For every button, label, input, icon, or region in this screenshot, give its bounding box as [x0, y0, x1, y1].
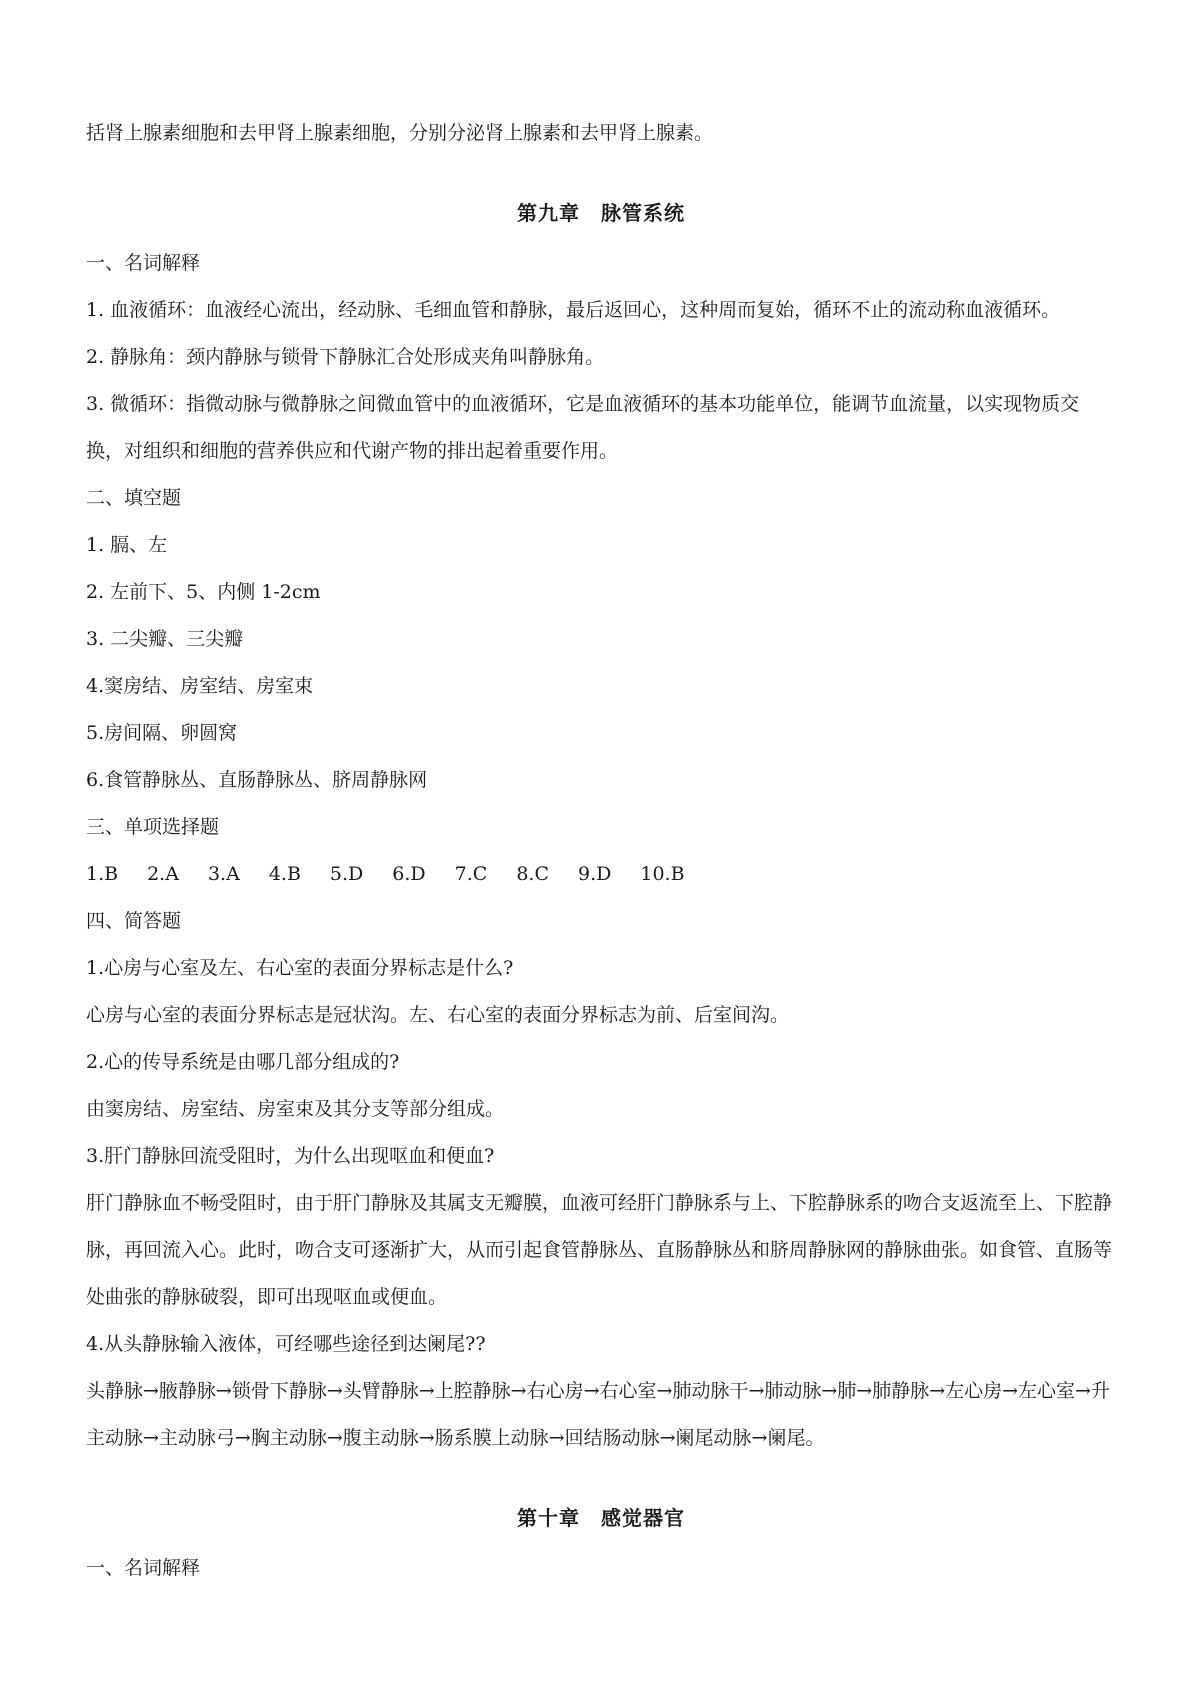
section-heading: 四、简答题 — [86, 910, 182, 932]
section-heading: 一、名词解释 — [86, 1557, 201, 1579]
answer: 3.A — [207, 863, 240, 885]
answer: 6.D — [392, 863, 426, 885]
answer-text: 肝门静脉血不畅受阻时，由于肝门静脉及其属支无瓣膜，血液可经肝门静脉系与上、下腔静脉系的吻合支返流至上、下腔静脉，再回流入心。此时，吻合支可逐渐扩大，从而引起食管静脉丛、直肠静脉丛和脐周静脉网的静脉曲张。如食管、直肠等处曲张的静脉破裂，即可出现呕血或便血。 — [86, 1192, 1113, 1308]
fill-blank-item: 6.食管静脉丛、直肠静脉丛、脐周静脉网 — [86, 769, 428, 791]
question: 1.心房与心室及左、右心室的表面分界标志是什么? — [86, 957, 514, 979]
term-item: 2. 静脉角：颈内静脉与锁骨下静脉汇合处形成夹角叫静脉角。 — [86, 346, 605, 368]
question: 3.肝门静脉回流受阻时，为什么出现呕血和便血? — [86, 1145, 495, 1167]
question: 4.从头静脉输入液体，可经哪些途径到达阑尾?? — [86, 1333, 486, 1355]
answer: 7.C — [454, 863, 488, 885]
fill-blank-item: 4.窦房结、房室结、房室束 — [86, 675, 314, 697]
question: 2.心的传导系统是由哪几部分组成的? — [86, 1051, 400, 1073]
answer-text: 由窦房结、房室结、房室束及其分支等部分组成。 — [86, 1098, 505, 1120]
answer: 5.D — [329, 863, 364, 885]
intro-text: 括肾上腺素细胞和去甲肾上腺素细胞，分别分泌肾上腺素和去甲肾上腺素。 — [86, 122, 714, 144]
answer: 1.B — [86, 863, 119, 885]
term-item: 1. 血液循环：血液经心流出，经动脉、毛细血管和静脉，最后返回心，这种周而复始，循环不止的流动称血液循环。 — [86, 299, 1061, 321]
document-page — [86, 110, 1116, 1592]
answer-text: 头静脉→腋静脉→锁骨下静脉→头臂静脉→上腔静脉→右心房→右心室→肺动脉干→肺动脉→肺→肺静脉→左心房→左心室→升主动脉→主动脉弓→胸主动脉→腹主动脉→肠系膜上动脉→回结肠动脉→阑尾动脉→阑尾。 — [86, 1380, 1110, 1449]
answer: 8.C — [516, 863, 549, 885]
term-item: 3. 微循环：指微动脉与微静脉之间微血管中的血液循环，它是血液循环的基本功能单位，能调节血流量，以实现物质交换，对组织和细胞的营养供应和代谢产物的排出起着重要作用。 — [86, 393, 1080, 462]
section-heading: 三、单项选择题 — [86, 816, 220, 838]
section-heading: 二、填空题 — [86, 487, 182, 509]
answer-text: 心房与心室的表面分界标志是冠状沟。左、右心室的表面分界标志为前、后室间沟。 — [86, 1004, 790, 1026]
answer: 4.B — [268, 863, 301, 885]
answer: 9.D — [578, 863, 612, 885]
fill-blank-item: 1. 膈、左 — [86, 534, 168, 556]
fill-blank-item: 3. 二尖瓣、三尖瓣 — [86, 628, 244, 650]
answer: 10.B — [640, 863, 685, 885]
fill-blank-item: 5.房间隔、卵圆窝 — [86, 722, 238, 744]
fill-blank-item: 2. 左前下、5、内侧 1-2cm — [86, 581, 321, 603]
answer-key — [86, 851, 1116, 898]
answer: 2.A — [147, 863, 179, 885]
section-heading: 一、名词解释 — [86, 252, 201, 274]
chapter-10-title: 第十章 感觉器官 — [517, 1506, 685, 1530]
chapter-9-title: 第九章 脉管系统 — [517, 201, 685, 225]
